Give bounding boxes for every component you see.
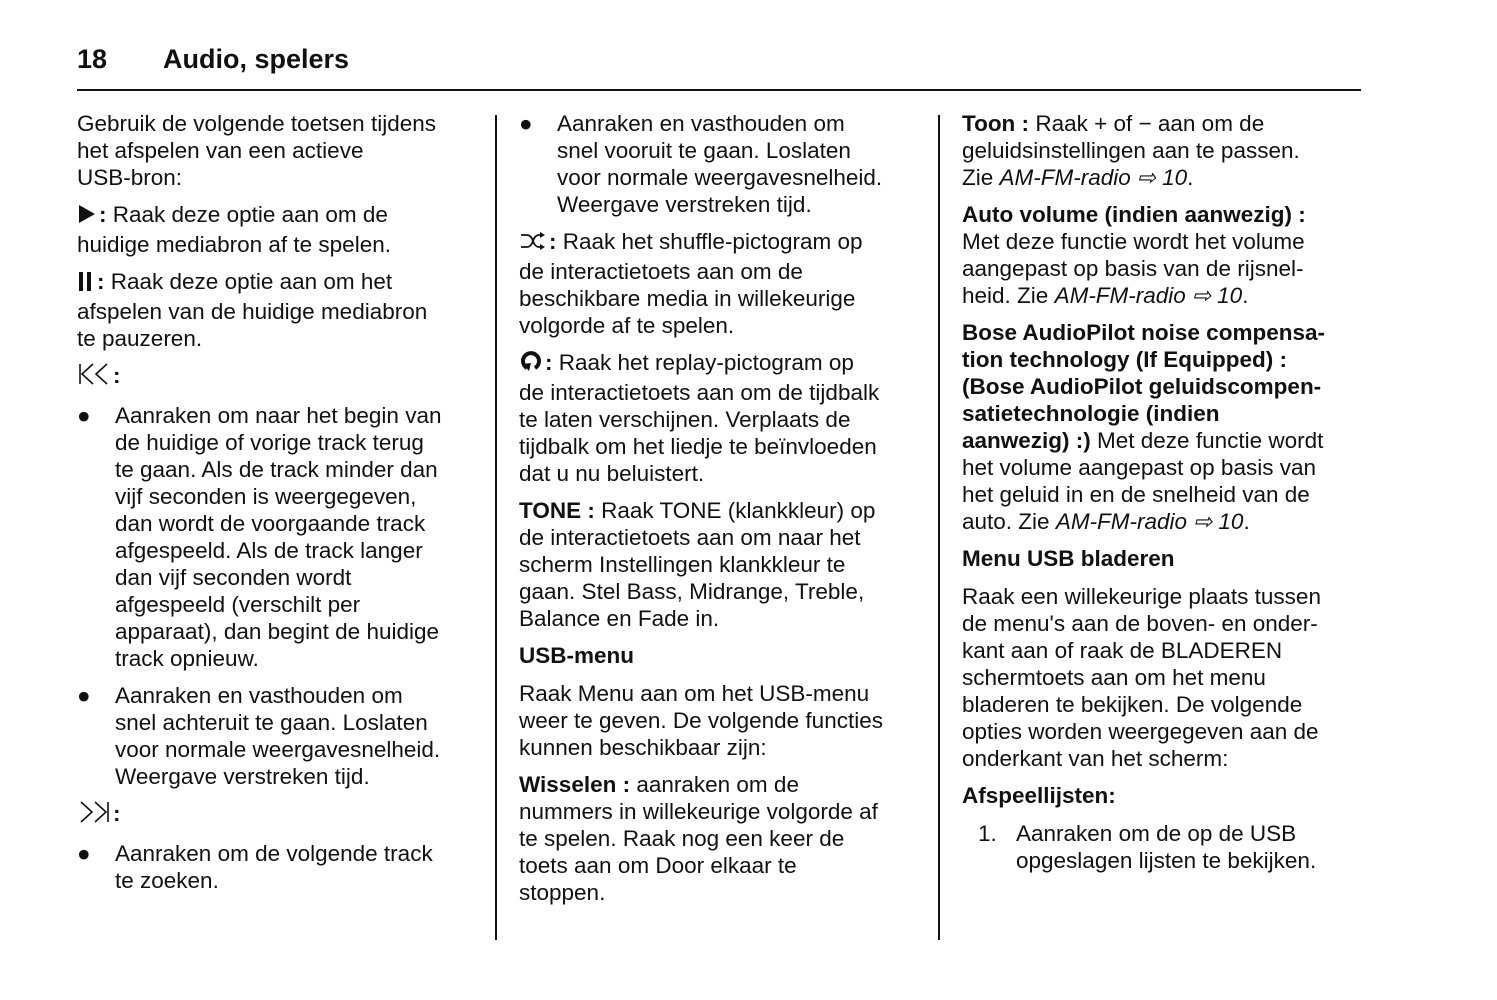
text-line — [962, 782, 1367, 809]
text-line — [519, 258, 924, 285]
text-line — [519, 228, 924, 258]
text-run: bladeren te bekijken. De volgende — [962, 692, 1303, 717]
text-run: beschikbare media in willekeurige — [519, 286, 856, 311]
text-run: te laten verschijnen. Verplaats de — [519, 407, 851, 432]
text-line — [962, 228, 1367, 255]
text-run: volgorde af te spelen. — [519, 313, 735, 338]
text-run: Weergave verstreken tijd. — [115, 764, 370, 789]
bold-label: : — [545, 350, 553, 375]
next-track-icon — [77, 800, 111, 830]
bullet-item — [77, 840, 482, 894]
paragraph — [77, 800, 482, 830]
bold-label: : — [99, 202, 107, 227]
replay-icon — [519, 349, 543, 379]
bullet-item — [77, 682, 482, 790]
text-line — [77, 137, 482, 164]
text-run: Menu USB bladeren — [962, 546, 1175, 571]
text-line — [519, 771, 924, 798]
text-line — [962, 201, 1367, 228]
text-line — [962, 691, 1367, 718]
text-line — [115, 510, 482, 537]
text-run: track opnieuw. — [115, 646, 259, 671]
text-line — [962, 454, 1367, 481]
cross-reference: AM-FM-radio ⇨ 10 — [1055, 509, 1244, 534]
text-run: het afspelen van een actieve — [77, 138, 364, 163]
text-line — [519, 825, 924, 852]
text-run: scherm Instellingen klankkleur te — [519, 552, 846, 577]
bold-label: : — [113, 363, 121, 388]
text-line — [519, 551, 924, 578]
paragraph — [962, 583, 1367, 772]
text-line — [77, 164, 482, 191]
text-run: aangepast op basis van de rijsnel- — [962, 256, 1304, 281]
text-line — [519, 285, 924, 312]
text-line — [77, 231, 482, 258]
paragraph — [519, 497, 924, 632]
text-line — [519, 642, 924, 669]
text-line — [115, 867, 482, 894]
text-line — [519, 497, 924, 524]
text-run: . — [1187, 165, 1194, 190]
column-1 — [77, 110, 482, 904]
text-run: Balance en Fade in. — [519, 606, 720, 631]
list-number: 1. — [978, 821, 997, 846]
text-line — [962, 427, 1367, 454]
text-line — [115, 709, 482, 736]
text-run: . — [1243, 509, 1250, 534]
text-line — [519, 312, 924, 339]
text-run: Aanraken om de op de USB — [1016, 821, 1297, 846]
text-line — [962, 164, 1367, 191]
text-line — [519, 406, 924, 433]
bold-label: (Bose AudioPilot geluidscompen- — [962, 374, 1322, 399]
text-line — [962, 282, 1367, 309]
text-run: Raak het replay-pictogram op — [552, 350, 854, 375]
text-run: Raak deze optie aan om de — [106, 202, 388, 227]
text-run: onderkant van het scherm: — [962, 746, 1229, 771]
page-title: Audio, spelers — [163, 44, 350, 74]
text-run: apparaat), dan begint de huidige — [115, 619, 440, 644]
paragraph — [519, 771, 924, 906]
text-line — [115, 645, 482, 672]
paragraph — [962, 110, 1367, 191]
column-divider — [495, 115, 497, 940]
bullet-item — [77, 402, 482, 672]
text-line — [962, 637, 1367, 664]
text-run: Raak + of − aan om de — [1029, 111, 1265, 136]
text-run: dan wordt de voorgaande track — [115, 511, 426, 536]
page-header — [77, 44, 349, 75]
text-line — [77, 298, 482, 325]
text-run: schermtoets aan om het menu — [962, 665, 1266, 690]
text-line — [962, 400, 1367, 427]
text-run: Met deze functie wordt het volume — [962, 229, 1305, 254]
bold-label: Auto volume (indien aanwezig) : — [962, 202, 1306, 227]
text-run: opties worden weergegeven aan de — [962, 719, 1319, 744]
text-run: Weergave verstreken tijd. — [557, 192, 812, 217]
column-2 — [519, 110, 924, 916]
paragraph — [519, 680, 924, 761]
text-run: weer te geven. De volgende functies — [519, 708, 883, 733]
text-run: huidige mediabron af te spelen. — [77, 232, 391, 257]
paragraph — [962, 201, 1367, 309]
bold-label: aanwezig) :) — [962, 428, 1091, 453]
text-line — [77, 268, 482, 298]
paragraph — [77, 110, 482, 191]
section-heading — [962, 782, 1367, 809]
text-run: kant aan of raak de BLADEREN — [962, 638, 1283, 663]
text-line — [962, 583, 1367, 610]
text-line — [115, 591, 482, 618]
text-line — [962, 137, 1367, 164]
text-run: de huidige of vorige track terug — [115, 430, 424, 455]
text-line — [77, 110, 482, 137]
text-run: voor normale weergavesnelheid. — [557, 165, 883, 190]
text-run: de interactietoets aan om de — [519, 259, 803, 284]
text-run: afgespeeld. Als de track langer — [115, 538, 423, 563]
text-line — [115, 682, 482, 709]
text-line — [519, 578, 924, 605]
text-run: auto. Zie — [962, 509, 1056, 534]
text-run: stoppen. — [519, 880, 606, 905]
text-line — [1016, 820, 1367, 847]
paragraph — [962, 319, 1367, 535]
text-line — [115, 564, 482, 591]
text-line — [962, 110, 1367, 137]
text-line — [115, 736, 482, 763]
text-run: opgeslagen lijsten te bekijken. — [1016, 848, 1317, 873]
text-run: heid. Zie — [962, 283, 1055, 308]
text-line — [519, 879, 924, 906]
previous-track-icon — [77, 362, 111, 392]
bold-label: Toon : — [962, 111, 1030, 136]
text-run: het geluid in en de snelheid van de — [962, 482, 1310, 507]
text-run: Afspeellijsten: — [962, 783, 1116, 808]
text-run: nummers in willekeurige volgorde af — [519, 799, 878, 824]
text-line — [557, 164, 924, 191]
column-divider — [938, 115, 940, 940]
paragraph — [519, 228, 924, 339]
text-run: te pauzeren. — [77, 326, 203, 351]
pause-icon — [77, 270, 95, 298]
text-run: dan vijf seconden wordt — [115, 565, 352, 590]
text-run: Aanraken om de volgende track — [115, 841, 433, 866]
bold-label: Wisselen : — [519, 772, 631, 797]
text-run: afgespeeld (verschilt per — [115, 592, 361, 617]
text-line — [962, 545, 1367, 572]
text-run: USB-menu — [519, 643, 635, 668]
text-line — [519, 852, 924, 879]
paragraph — [77, 201, 482, 258]
bold-label: tion technology (If Equipped) : — [962, 347, 1287, 372]
text-run: te spelen. Raak nog een keer de — [519, 826, 845, 851]
text-line — [962, 664, 1367, 691]
text-run: aanraken om de — [630, 772, 799, 797]
text-line — [77, 362, 482, 392]
text-line — [962, 745, 1367, 772]
text-run: Raak TONE (klankkleur) op — [594, 498, 876, 523]
text-run: Aanraken om naar het begin van — [115, 403, 442, 428]
bold-label: satietechnologie (indien — [962, 401, 1220, 426]
text-line — [1016, 847, 1367, 874]
section-heading — [519, 642, 924, 669]
bullet-item — [519, 110, 924, 218]
text-run: dat u nu beluistert. — [519, 461, 705, 486]
text-line — [519, 349, 924, 379]
text-line — [519, 524, 924, 551]
page-number: 18 — [77, 44, 108, 74]
bold-label: TONE : — [519, 498, 595, 523]
bullet-marker: ● — [77, 683, 91, 708]
text-run: gaan. Stel Bass, Midrange, Treble, — [519, 579, 865, 604]
text-run: afspelen van de huidige mediabron — [77, 299, 428, 324]
text-line — [962, 319, 1367, 346]
bold-label: : — [549, 229, 557, 254]
text-line — [77, 325, 482, 352]
cross-reference: AM-FM-radio ⇨ 10 — [1054, 283, 1243, 308]
text-line — [962, 481, 1367, 508]
text-run: snel achteruit te gaan. Loslaten — [115, 710, 428, 735]
text-line — [115, 483, 482, 510]
text-run: de interactietoets aan om naar het — [519, 525, 861, 550]
text-run: Met deze functie wordt — [1090, 428, 1324, 453]
header-rule — [77, 89, 1361, 91]
text-line — [519, 798, 924, 825]
text-run: de menu's aan de boven- en onder- — [962, 611, 1318, 636]
text-run: snel vooruit te gaan. Loslaten — [557, 138, 851, 163]
bullet-marker: ● — [77, 403, 91, 428]
bold-label: Bose AudioPilot noise compensa- — [962, 320, 1325, 345]
text-line — [519, 680, 924, 707]
bullet-marker: ● — [77, 841, 91, 866]
text-line — [557, 137, 924, 164]
text-line — [519, 433, 924, 460]
text-run: kunnen beschikbaar zijn: — [519, 735, 767, 760]
text-run: de interactietoets aan om de tijdbalk — [519, 380, 880, 405]
paragraph — [519, 349, 924, 487]
text-line — [962, 610, 1367, 637]
text-run: Raak deze optie aan om het — [104, 269, 393, 294]
shuffle-icon — [519, 230, 547, 258]
text-line — [115, 618, 482, 645]
bold-label: : — [97, 269, 105, 294]
bold-label: : — [113, 801, 121, 826]
text-run: te gaan. Als de track minder dan — [115, 457, 438, 482]
text-run: Aanraken en vasthouden om — [115, 683, 403, 708]
text-line — [962, 255, 1367, 282]
text-run: toets aan om Door elkaar te — [519, 853, 797, 878]
text-run: Zie — [962, 165, 1000, 190]
text-line — [557, 191, 924, 218]
section-heading — [962, 545, 1367, 572]
text-run: Gebruik de volgende toetsen tijdens — [77, 111, 436, 136]
text-line — [557, 110, 924, 137]
text-run: vijf seconden is weergegeven, — [115, 484, 417, 509]
text-line — [77, 800, 482, 830]
text-run: Aanraken en vasthouden om — [557, 111, 845, 136]
paragraph — [77, 362, 482, 392]
paragraph — [77, 268, 482, 352]
text-run: USB-bron: — [77, 165, 183, 190]
text-run: voor normale weergavesnelheid. — [115, 737, 441, 762]
text-run: het volume aangepast op basis van — [962, 455, 1316, 480]
text-run: . — [1242, 283, 1249, 308]
text-line — [519, 379, 924, 406]
text-line — [115, 537, 482, 564]
text-line — [962, 373, 1367, 400]
text-line — [519, 734, 924, 761]
text-run: Raak Menu aan om het USB-menu — [519, 681, 870, 706]
play-icon — [77, 203, 97, 231]
text-run: tijdbalk om het liedje te beïnvloeden — [519, 434, 877, 459]
text-line — [519, 460, 924, 487]
cross-reference: AM-FM-radio ⇨ 10 — [999, 165, 1188, 190]
text-line — [962, 346, 1367, 373]
numbered-item — [962, 820, 1367, 874]
text-run: te zoeken. — [115, 868, 219, 893]
text-line — [115, 763, 482, 790]
text-line — [115, 429, 482, 456]
text-line — [77, 201, 482, 231]
text-run: Raak het shuffle-pictogram op — [556, 229, 863, 254]
text-line — [962, 718, 1367, 745]
text-line — [519, 605, 924, 632]
text-line — [115, 456, 482, 483]
text-run: geluidsinstellingen aan te passen. — [962, 138, 1300, 163]
column-3 — [962, 110, 1367, 884]
text-line — [115, 402, 482, 429]
text-run: Raak een willekeurige plaats tussen — [962, 584, 1321, 609]
bullet-marker: ● — [519, 111, 533, 136]
text-line — [115, 840, 482, 867]
text-line — [519, 707, 924, 734]
text-line — [962, 508, 1367, 535]
